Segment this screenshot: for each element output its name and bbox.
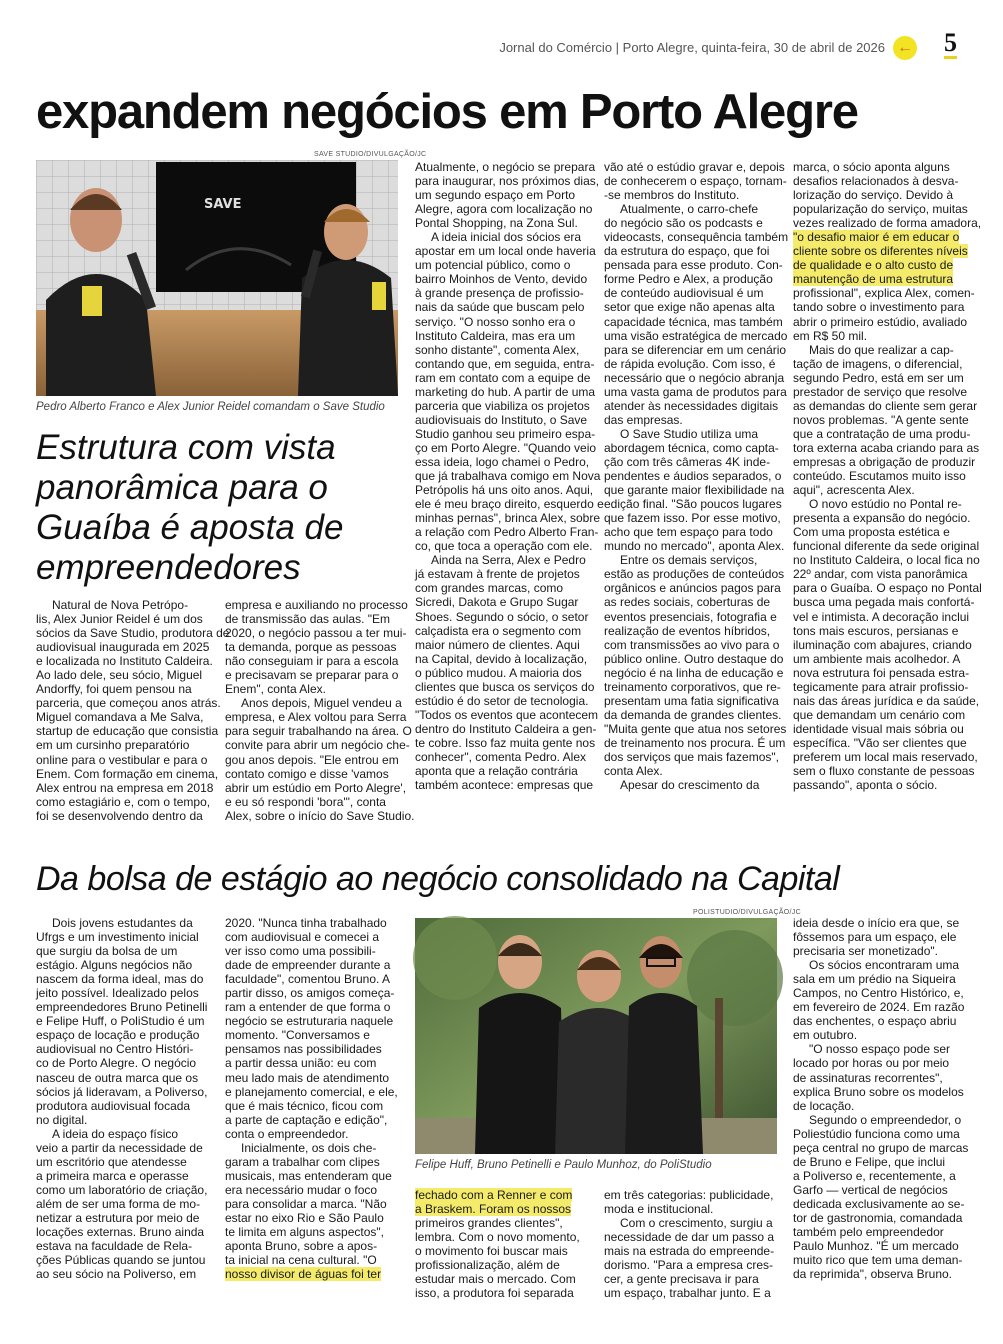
text-line: apostar em um local onde haveria — [415, 244, 596, 259]
text-line: e eu só respondi 'bora'", conta — [225, 794, 386, 809]
text-line: gou anos depois. "Ele entrou em — [225, 752, 399, 767]
text-line: produtora audiovisual focada — [36, 1098, 191, 1113]
text-line: locado por horas ou por meio — [793, 1056, 950, 1071]
text-line: audiovisual no Centro Históri- — [36, 1042, 194, 1057]
text-line: moda e institucional. — [604, 1202, 714, 1217]
text-line: Alegre, agora com localização no — [415, 202, 593, 217]
text-line: vel e intimista. A decoração inclui — [793, 609, 970, 624]
section-title: Estrutura com vista panorâmica para o Guaíba é aposta de empreendedores — [36, 428, 344, 587]
photo-caption-2: Felipe Huff, Bruno Petinelli e Paulo Munhoz, do PoliStudio — [415, 1159, 712, 1171]
text-line: nova estrutura foi pensada estra- — [793, 665, 970, 680]
text-line: preferem um local mais reservado, — [793, 749, 978, 764]
text-line: acho que tem espaço para todo — [604, 525, 773, 540]
text-line: um espaço, trabalhar junto. E a — [604, 1286, 771, 1301]
text-line: setor que exige não apenas alta — [604, 300, 775, 315]
article2-column-5 — [793, 916, 967, 1281]
text-line: e localizada no Instituto Caldeira. — [36, 654, 213, 669]
text-line: nais da saúde que buscam pelo — [415, 300, 585, 315]
running-title: Jornal do Comércio | Porto Alegre, quinta-feira, 30 de abril de 2026 — [499, 40, 885, 55]
text-line: Poliestúdio funciona como uma — [793, 1126, 960, 1141]
text-line: Apesar do crescimento da — [620, 778, 760, 793]
text-line: momento. "Conversamos e — [225, 1028, 370, 1043]
text-line: marca, o sócio aponta alguns — [793, 160, 950, 174]
highlighted-quote: a Braskem. Foram os nossos — [415, 1202, 572, 1217]
page-header — [0, 28, 1003, 60]
text-line: aqui", acrescenta Alex. — [793, 483, 915, 498]
text-line: Garfo — vertical de negócios — [793, 1182, 948, 1197]
highlighted-quote: "o desafio maior é em educar o — [793, 230, 960, 245]
text-line: partir disso, os amigos começa- — [225, 986, 395, 1001]
text-line: as demandas do cliente sem gerar — [793, 398, 978, 413]
text-line: tons mais escuros, persianas e — [793, 623, 959, 638]
text-line: empreendedores Bruno Petinelli — [36, 1000, 208, 1015]
text-line: dorismo. "Para a empresa cres- — [604, 1258, 773, 1273]
text-line: novos problemas. "A gente sente — [793, 412, 969, 427]
text-line: parceria que viabiliza os projetos — [415, 398, 590, 413]
text-line: nais das áreas jurídica e da saúde, — [793, 693, 980, 708]
text-line: O Save Studio utiliza uma — [620, 426, 759, 441]
photo-credit-2: POLISTUDIO/DIVULGAÇÃO/JC — [693, 909, 801, 916]
text-line: 2020, o negócio passou a ter mui- — [225, 626, 407, 641]
text-line: a Poliverso e, recentemente, a — [793, 1168, 956, 1183]
text-line: cer, a gente precisava ir para — [604, 1272, 759, 1287]
text-line: de rápida evolução. Com isso, é — [604, 356, 776, 371]
text-line: essa ideia, logo chamei o Pedro, — [415, 454, 590, 469]
text-line: startup de educação que consistia — [36, 724, 219, 739]
text-line: as redes sociais, coberturas de — [604, 595, 771, 610]
text-line — [225, 1267, 397, 1281]
text-line: Alex entrou na empresa em 2018 — [36, 780, 214, 795]
text-line: necessário que o negócio abranja — [604, 370, 785, 385]
text-line: co de Porto Alegre. O negócio — [36, 1056, 197, 1071]
text-line: e planejamento comercial, e ele, — [225, 1084, 398, 1099]
text-line: uma visão estratégica de mercado — [604, 328, 788, 343]
text-line: eventos presenciais, fotografia e — [604, 609, 777, 624]
text-line: parceria, que começou anos atrás. — [36, 696, 221, 711]
text-line: para consolidar a marca. "Não — [225, 1196, 387, 1211]
text-line: ram a entender de que forma o — [225, 1000, 391, 1015]
text-line: Entre os demais serviços, — [620, 553, 758, 568]
text-line: Inicialmente, os dois che- — [241, 1140, 377, 1155]
text-line: de transmissão das aulas. "Em — [225, 612, 390, 627]
text-line: minhas pernas", brinca Alex, sobre — [415, 511, 601, 526]
text-line: Sicredi, Dakota e Grupo Sugar — [415, 595, 579, 610]
text-line: ta inicial na cena cultural. "O — [225, 1253, 377, 1268]
text-line: te cobre. Isso faz muita gente nos — [415, 735, 596, 750]
text-line: foi se desenvolvendo dentro da — [36, 808, 203, 823]
text-line: netizar a estrutura por meio de — [36, 1210, 200, 1225]
text-line — [793, 258, 967, 272]
text-line: fôssemos para um espaço, ele — [793, 930, 957, 945]
text-line: contando que, em seguida, entra- — [415, 356, 595, 371]
text-line: na Capital, devido à localização, — [415, 651, 588, 666]
text-line: orgânicos e anúncios pagos para — [604, 581, 781, 596]
text-line: aponta Bruno, sobre a apos- — [225, 1239, 378, 1254]
screen-logo: SAVE — [204, 197, 242, 212]
text-line: profissionalização, além de — [415, 1258, 560, 1273]
text-line: dos serviços que mais fazemos", — [604, 749, 779, 764]
text-line: lis, Alex Junior Reidel é um dos — [36, 612, 203, 627]
photo-caption: Pedro Alberto Franco e Alex Junior Reidel comandam o Save Studio — [36, 401, 385, 413]
text-line: Enem", conta Alex. — [225, 682, 326, 697]
text-line: conteúdo. Escutamos muito isso — [793, 469, 966, 484]
text-line: tegicamente para atrair profissio- — [793, 679, 969, 694]
text-line: "Todos os eventos que acontecem — [415, 707, 599, 722]
text-line: Dois jovens estudantes da — [52, 916, 193, 930]
text-line: prestador de serviço que resolve — [793, 384, 968, 399]
text-line: em um cursinho preparatório — [36, 738, 190, 753]
text-line: conta o empreendedor. — [225, 1126, 349, 1141]
text-line: Shoes. Segundo o sócio, o setor — [415, 609, 589, 624]
text-line: que surgiu da bolsa de um — [36, 944, 178, 959]
text-line: 22º andar, com vista panorâmica — [793, 567, 968, 582]
text-line: treinamento corporativos, que re- — [604, 679, 781, 694]
highlighted-quote: manutenção de uma estrutura — [793, 272, 954, 287]
text-line — [793, 272, 967, 286]
text-line: Os sócios encontraram uma — [809, 958, 960, 973]
text-line: sala em um prédio na Siqueira — [793, 972, 956, 987]
text-line: tora externa acaba criando para as — [793, 440, 980, 455]
article1-column-3 — [415, 160, 604, 793]
text-line: serviço. "O nosso sonho era o — [415, 314, 576, 329]
text-line: convite para abrir um negócio che- — [225, 738, 410, 753]
text-line: que fazem isso. Por esse motivo, — [604, 511, 781, 526]
text-line: específica. "Vão ser clientes que — [793, 735, 967, 750]
text-line: da reprimida", observa Bruno. — [793, 1267, 953, 1282]
article1-column-5 — [793, 160, 982, 793]
text-line: no Instituto Caldeira, o local fica no — [793, 553, 980, 568]
text-line: para se diferenciar em um cenário — [604, 342, 787, 357]
text-line: vezes realizado de forma amadora, — [793, 216, 982, 231]
text-line: maior número de clientes. Aqui — [415, 637, 580, 652]
text-line: ver isso como uma possibili- — [225, 944, 376, 959]
text-line: Com uma proposta estética e — [793, 525, 950, 540]
text-line: também acontece: empresas que — [415, 778, 594, 793]
text-line: um potencial público, como o — [415, 258, 571, 273]
text-line: popularização do serviço, muitas — [793, 202, 968, 217]
text-line: presentam uma fatia significativa — [604, 693, 779, 708]
text-line: espaço de locação e produção — [36, 1028, 200, 1043]
article2-column-2 — [225, 916, 397, 1281]
text-line: para inaugurar, nos próximos dias, — [415, 174, 600, 189]
text-line: negócio se estruturaria naquele — [225, 1014, 394, 1029]
text-line: lembra. Com o novo momento, — [415, 1230, 580, 1245]
text-line: o movimento foi buscar mais — [415, 1244, 568, 1259]
text-line: Atualmente, o negócio se prepara — [415, 160, 596, 174]
text-line: como estagiário e, com o tempo, — [36, 794, 211, 809]
text-line: dade de empreender durante a — [225, 958, 391, 973]
text-line: profissional", explica Alex, comen- — [793, 286, 975, 301]
text-line: sócios da Save Studio, produtora de — [36, 626, 230, 641]
text-line: isso, a produtora foi separada — [415, 1286, 574, 1301]
text-line: ções Públicas quando se juntou — [36, 1253, 206, 1268]
text-line: abordagem técnica, como capta- — [604, 440, 779, 455]
text-line: ele é meu braço direito, esquerdo e — [415, 497, 604, 512]
text-line: contato comigo e disse 'vamos — [225, 766, 389, 781]
highlighted-quote: cliente sobre os diferentes níveis — [793, 244, 968, 259]
text-line: estúdio é do setor de tecnologia. — [415, 693, 589, 708]
text-line: bairro Moinhos de Vento, devido — [415, 272, 588, 287]
text-line: do negócio são os podcasts e — [604, 216, 763, 231]
text-line: com audiovisual e comecei a — [225, 930, 380, 945]
text-line: estar no eixo Rio e São Paulo — [225, 1210, 384, 1225]
text-line: da demanda de grandes clientes. — [604, 707, 782, 722]
photo-credit: SAVE STUDIO/DIVULGAÇÃO/JC — [314, 151, 427, 158]
text-line: meu lado mais de atendimento — [225, 1070, 390, 1085]
text-line: Pontal Shopping, na Zona Sul. — [415, 216, 578, 231]
text-line: a parte de captação e edição", — [225, 1112, 388, 1127]
text-line: Com o crescimento, surgiu a — [620, 1216, 773, 1231]
text-line: Petrópolis há uns oito anos. Aqui, — [415, 483, 594, 498]
text-line: empresa e auxiliando no processo — [225, 598, 408, 612]
text-line: 2020. "Nunca tinha trabalhado — [225, 916, 387, 930]
text-line: negócio é na linha de educação e — [604, 665, 784, 680]
text-line: Ao lado dele, seu sócio, Miguel — [36, 668, 203, 683]
text-line: passando", aponta o sócio. — [793, 778, 938, 793]
highlighted-quote: nosso divisor de águas foi ter — [225, 1267, 382, 1282]
text-line: vão até o estúdio gravar e, depois — [604, 160, 785, 174]
text-line: O novo estúdio no Pontal re- — [809, 497, 962, 512]
text-line: um ambiente mais acolhedor. A — [793, 651, 961, 666]
text-line: empresa, e Alex voltou para Serra — [225, 710, 407, 725]
text-line: Ainda na Serra, Alex e Pedro — [431, 553, 586, 568]
article2-column-3 — [415, 1188, 587, 1300]
text-line: que a contratação de uma produ- — [793, 426, 971, 441]
text-line: de locação. — [793, 1098, 855, 1113]
text-line: de conhecerem o espaço, tornam- — [604, 174, 787, 189]
text-line: ção com três câmeras 4K inde- — [604, 454, 771, 469]
text-line: Alex, sobre o início do Save Studio. — [225, 808, 415, 823]
text-line: que demandam um cenário com — [793, 707, 966, 722]
text-line: com grandes marcas, como — [415, 581, 564, 596]
text-line — [793, 230, 967, 244]
text-line: Natural de Nova Petrópo- — [52, 598, 189, 612]
highlighted-quote: fechado com a Renner e com — [415, 1188, 573, 1202]
text-line: realização de eventos híbridos, — [604, 623, 771, 638]
text-line: sonho distante", comenta Alex, — [415, 342, 580, 357]
text-line: dentro do Instituto Caldeira a gen- — [415, 721, 597, 736]
text-line: identidade visual mais sóbria ou — [793, 721, 964, 736]
text-line: Paulo Munhoz. "É um mercado — [793, 1239, 959, 1254]
text-line: Enem. Com formação em cinema, — [36, 766, 219, 781]
text-line: em outubro. — [793, 1028, 858, 1043]
text-line: estava na faculdade de Rela- — [36, 1239, 193, 1254]
text-line: que é mais técnico, ficou com — [225, 1098, 384, 1113]
text-line: e Felipe Huff, o PoliStudio é um — [36, 1014, 205, 1029]
text-line: Atualmente, o carro-chefe — [620, 202, 759, 217]
text-line: em fevereiro de 2024. Em razão — [793, 1000, 965, 1015]
text-line: necessidade de dar um passo a — [604, 1230, 775, 1245]
text-line: A ideia inicial dos sócios era — [431, 230, 582, 245]
text-line: videocasts, consequência também — [604, 230, 789, 245]
text-line: busca uma pegada mais confortá- — [793, 595, 975, 610]
text-line: co, que toca a operação com ele. — [415, 539, 593, 554]
text-line: presenta a expansão do negócio. — [793, 511, 971, 526]
section-title-2: Da bolsa de estágio ao negócio consolidado na Capital — [36, 860, 840, 898]
text-line: Studio ganhou seu primeiro espa- — [415, 426, 596, 441]
text-line: Campos, no Centro Histórico, e, — [793, 986, 964, 1001]
text-line: com transmissões ao vivo para o — [604, 637, 780, 652]
text-line: para o Guaíba. O espaço no Pontal — [793, 581, 982, 596]
text-line: locações externas. Bruno ainda — [36, 1225, 205, 1240]
text-line: garam a trabalhar com clipes — [225, 1154, 380, 1169]
text-line: muito rico que tem uma deman- — [793, 1253, 963, 1268]
text-line: jeito possível. Idealizado pelos — [36, 986, 199, 1001]
text-line: além de ser uma forma de mo- — [36, 1196, 201, 1211]
text-line: aponta que a relação contrária — [415, 764, 578, 779]
text-line: nasceu de outra marca que os — [36, 1070, 199, 1085]
text-line: precisaria ser monetizado". — [793, 944, 938, 959]
polistudio-photo — [415, 918, 777, 1154]
article1-column-1 — [36, 598, 230, 823]
text-line: primeiros grandes clientes", — [415, 1216, 563, 1231]
text-line: lorização do serviço. Devido à — [793, 188, 954, 203]
text-line: marketing do hub. A partir de uma — [415, 384, 596, 399]
text-line: te limita em alguns aspectos", — [225, 1225, 384, 1240]
text-line: abrir o primeiro estúdio, avaliado — [793, 314, 968, 329]
text-line: abrir um estúdio em Porto Alegre', — [225, 780, 407, 795]
text-line: como um laboratório de criação, — [36, 1182, 208, 1197]
text-line: era necessário mudar o foco — [225, 1182, 378, 1197]
text-line: a primeira marca e operasse — [36, 1168, 189, 1183]
text-line: à grande presença de profissio- — [415, 286, 584, 301]
text-line: faculdade", comentou Bruno. A — [225, 972, 391, 987]
text-line: das empresas. — [604, 412, 683, 427]
text-line: tando sobre o investimento para — [793, 300, 965, 315]
text-line: e precisavam se preparar para o — [225, 668, 399, 683]
text-line: -se membros do Instituto. — [604, 188, 740, 203]
text-line: Anos depois, Miguel vendeu a — [241, 696, 402, 711]
text-line: pensada para esse produto. Con- — [604, 258, 783, 273]
text-line: tação de imagens, o diferencial, — [793, 356, 963, 371]
text-line: Ufrgs e um investimento inicial — [36, 930, 199, 945]
text-line: Segundo o empreendedor, o — [809, 1112, 962, 1127]
text-line: empresas a obrigação de produzir — [793, 454, 976, 469]
text-line — [415, 1202, 587, 1216]
text-line: nascem da forma ideal, mas do — [36, 972, 204, 987]
text-line: mundo no mercado", aponta Alex. — [604, 539, 785, 554]
text-line: conhecer", comenta Pedro. Alex — [415, 749, 587, 764]
save-studio-photo — [36, 160, 398, 396]
text-line: musicais, mas entenderam que — [225, 1168, 392, 1183]
text-line: ta demanda, porque as pessoas — [225, 640, 397, 655]
text-line: pendentes e áudios separados, o — [604, 469, 782, 484]
text-line: Miguel comandava a Me Salva, — [36, 710, 204, 725]
text-line: dedicada exclusivamente ao se- — [793, 1196, 965, 1211]
text-line: ram em contato com a equipe de — [415, 370, 591, 385]
text-line: ço em Porto Alegre. "Quando veio — [415, 440, 597, 455]
text-line: edição final. "São poucos lugares — [604, 497, 782, 512]
text-line: explica Bruno sobre os modelos — [793, 1084, 964, 1099]
text-line: em R$ 50 mil. — [793, 328, 868, 343]
text-line: que garante maior flexibilidade na — [604, 483, 785, 498]
text-line: sem o fluxo constante de pessoas — [793, 764, 975, 779]
text-line: de Bruno e Felipe, que inclui — [793, 1154, 946, 1169]
text-line: mais na estrada do empreende- — [604, 1244, 775, 1259]
text-line: peça central no grupo de marcas — [793, 1140, 969, 1155]
text-line: no digital. — [36, 1112, 88, 1127]
text-line: um escritório que atendesse — [36, 1154, 187, 1169]
text-line: sócios já lideravam, a Poliverso, — [36, 1084, 208, 1099]
text-line: estão as produções de conteúdos — [604, 567, 785, 582]
article1-column-2 — [225, 598, 415, 823]
text-line: em três categorias: publicidade, — [604, 1188, 774, 1202]
text-line: ideia desde o início era que, se — [793, 916, 960, 930]
text-line: desafios relacionados à desva- — [793, 174, 959, 189]
text-line: o público mudou. A maioria dos — [415, 665, 582, 680]
text-line: para seguir trabalhando na área. O — [225, 724, 412, 739]
text-line: uma vasta gama de produtos para — [604, 384, 787, 399]
text-line: online para o vestibular e para o — [36, 752, 208, 767]
text-line: não conseguiam ir para a escola — [225, 654, 399, 669]
text-line: conta Alex. — [604, 764, 663, 779]
text-line: das enchentes, o espaço abriu — [793, 1014, 957, 1029]
text-line: tor de gastronomia, comandada — [793, 1210, 963, 1225]
text-line: "O nosso espaço pode ser — [809, 1042, 951, 1057]
text-line: um segundo espaço em Porto — [415, 188, 576, 203]
text-line: da estrutura do espaço, que foi — [604, 244, 770, 259]
text-line: audiovisuais do Instituto, o Save — [415, 412, 588, 427]
text-line: clientes que busca os serviços do — [415, 679, 595, 694]
text-line: audiovisual inaugurada em 2025 — [36, 640, 210, 655]
text-line: ao seu sócio na Poliverso, em — [36, 1267, 197, 1282]
text-line: iluminação com abajures, criando — [793, 637, 972, 652]
highlighted-quote: de qualidade e o alto custo de — [793, 258, 954, 273]
text-line: de conteúdo audiovisual é um — [604, 286, 764, 301]
text-line: a relação com Pedro Alberto Fran- — [415, 525, 599, 540]
text-line — [415, 1188, 587, 1202]
text-line: estágio. Alguns negócios não — [36, 958, 193, 973]
text-line: público online. Outro destaque do — [604, 651, 784, 666]
text-line — [793, 244, 967, 258]
text-line: Mais do que realizar a cap- — [809, 342, 954, 357]
text-line: A ideia do espaço físico — [52, 1126, 179, 1141]
text-line: calçadista era o segmento com — [415, 623, 582, 638]
text-line: pensamos nas possibilidades — [225, 1042, 382, 1057]
article2-column-1 — [36, 916, 208, 1282]
text-line: também pelo empreendedor — [793, 1225, 944, 1240]
text-line: de assinaturas recorrentes", — [793, 1070, 943, 1085]
text-line: a partir dessa união: eu com — [225, 1056, 377, 1071]
text-line: atender às necessidades digitais — [604, 398, 779, 413]
page-number: 5 — [944, 28, 957, 57]
text-line: estudar mais o mercado. Com — [415, 1272, 576, 1287]
main-headline: expandem negócios em Porto Alegre — [36, 85, 858, 139]
text-line: que já trabalhava comigo em Nova — [415, 469, 601, 484]
arrow-left-icon[interactable]: ← — [893, 36, 917, 60]
text-line: Andorffy, foi quem pensou na — [36, 682, 192, 697]
text-line: veio a partir da necessidade de — [36, 1140, 203, 1155]
text-line: funcional diferente da sede original — [793, 539, 980, 554]
text-line: capacidade técnica, mas também — [604, 314, 783, 329]
text-line: forme Pedro e Alex, a produção — [604, 272, 773, 287]
text-line: segundo Pedro, está em ser um — [793, 370, 964, 385]
article2-column-4 — [604, 1188, 778, 1300]
text-line: de treinamento nos procura. É um — [604, 735, 786, 750]
text-line: já estavam à frente de projetos — [415, 567, 580, 582]
text-line: "Muita gente que atua nos setores — [604, 721, 787, 736]
text-line: Instituto Caldeira, mas era um — [415, 328, 576, 343]
article1-column-4 — [604, 160, 789, 793]
